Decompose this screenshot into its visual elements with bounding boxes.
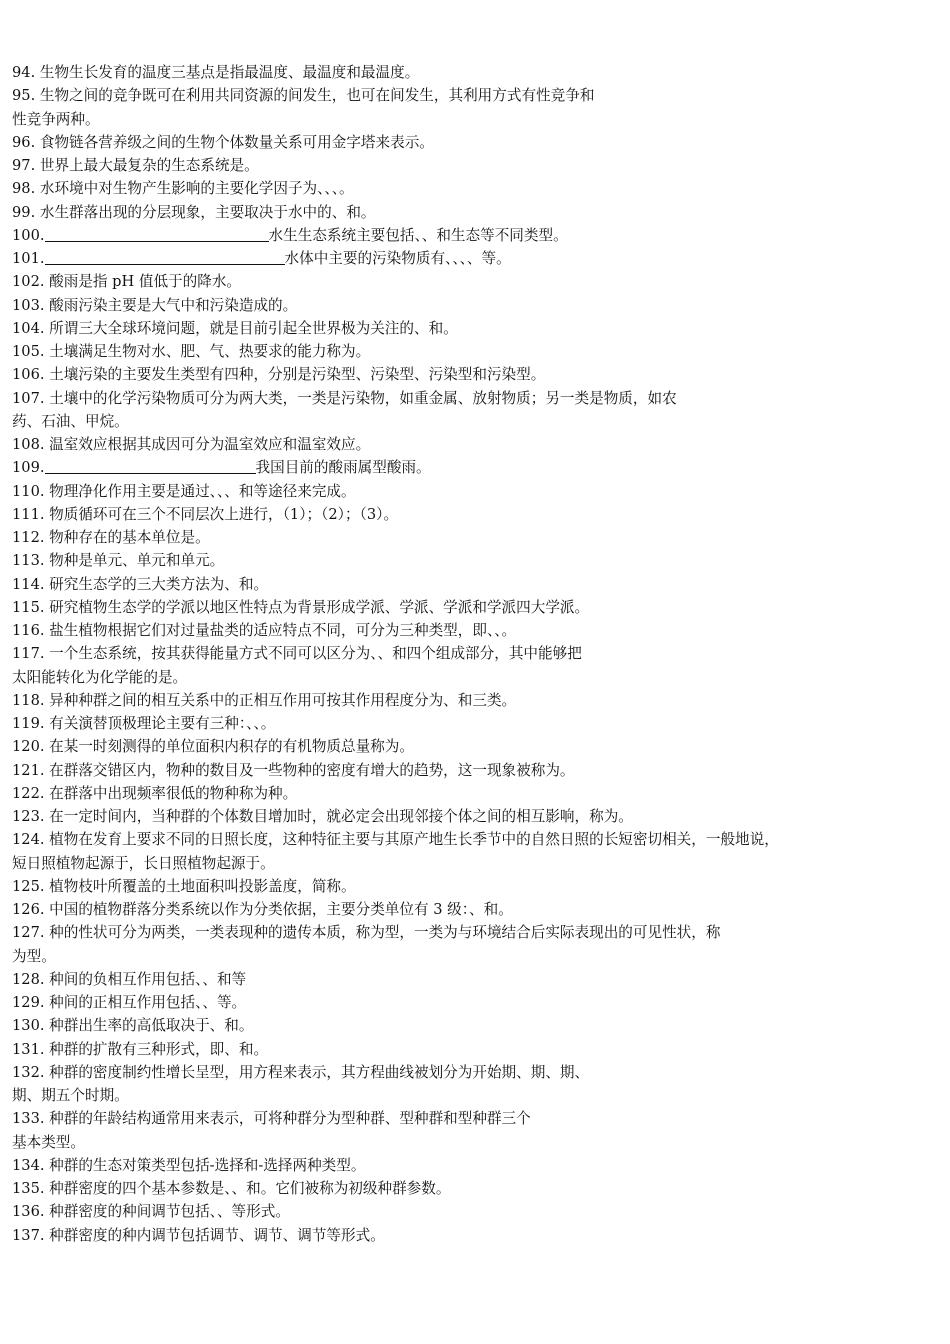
text-line: 123. 在一定时间内，当种群的个体数目增加时，就必定会出现邻接个体之间的相互影响，称为。 [12,808,633,825]
text-line: 121. 在群落交错区内，物种的数目及一些物种的密度有增大的趋势，这一现象被称为。 [12,761,575,779]
line-number: 100. [12,226,45,244]
text-line: 104. 所谓三大全球环境问题，就是目前引起全世界极为关注的、和。 [12,319,458,337]
text-line: 116. 盐生植物根据它们对过量盐类的适应特点不同，可分为三种类型，即、、。 [12,622,517,639]
text-line: 103. 酸雨污染主要是大气中和污染造成的。 [12,296,298,314]
text-line: 110. 物理净化作用主要是通过、、、和等途径来完成。 [12,482,356,500]
blank-underline [45,249,285,265]
line-text: 水体中主要的污染物质有、、、、等。 [284,250,511,267]
text-line: 112. 物种存在的基本单位是。 [12,529,210,546]
line-text: 我国目前的酸雨属型酸雨。 [255,459,431,477]
text-line: 为型。 [12,947,56,965]
text-line-101 [12,247,944,270]
text-line: 108. 温室效应根据其成因可分为温室效应和温室效应。 [12,436,371,453]
text-line: 106. 土壤污染的主要发生类型有四种，分别是污染型、污染型、污染型和污染型。 [12,366,546,384]
text-line: 短日照植物起源于，长日照植物起源于。 [12,854,275,872]
text-line: 药、石油、甲烷。 [12,412,129,430]
text-line: 126. 中国的植物群落分类系统以作为分类依据，主要分类单位有 3 级：、和。 [12,901,513,918]
text-line: 115. 研究植物生态学的学派以地区性特点为背景形成学派、学派、学派和学派四大学派。 [12,598,590,616]
text-line: 133. 种群的年龄结构通常用来表示，可将种群分为型种群、型种群和型种群三个 [12,1110,531,1128]
text-line: 122. 在群落中出现频率很低的物种称为种。 [12,784,298,802]
text-line: 114. 研究生态学的三大类方法为、和。 [12,575,269,593]
text-line: 125. 植物枝叶所覆盖的土地面积叫投影盖度，简称。 [12,877,356,895]
line-number: 109. [12,459,45,477]
text-line: 期、期五个时期。 [12,1087,129,1104]
text-line: 130. 种群出生率的高低取决于、和。 [12,1017,254,1035]
text-line: 113. 物种是单元、单元和单元。 [12,552,225,570]
text-line: 131. 种群的扩散有三种形式，即、和。 [12,1040,269,1058]
text-line: 120. 在某一时刻测得的单位面积内积存的有机物质总量称为。 [12,738,414,756]
text-line: 107. 土壤中的化学污染物质可分为两大类，一类是污染物，如重金属、放射物质；另一类是物质，如农 [12,389,677,407]
text-line: 99. 水生群落出现的分层现象，主要取决于水中的、和。 [12,203,376,221]
text-line: 134. 种群的生态对策类型包括-选择和-选择两种类型。 [12,1156,366,1174]
text-line: 96. 食物链各营养级之间的生物个体数量关系可用金字塔来表示。 [12,133,434,151]
text-line: 137. 种群密度的种内调节包括调节、调节、调节等形式。 [12,1226,385,1244]
line-number: 101. [12,250,45,267]
text-line: 基本类型。 [12,1133,85,1151]
text-line: 117. 一个生态系统，按其获得能量方式不同可以区分为、、和四个组成部分，其中能够把 [12,645,582,663]
text-line: 98. 水环境中对生物产生影响的主要化学因子为、、、。 [12,180,354,198]
text-line: 135. 种群密度的四个基本参数是、、和。它们被称为初级种群参数。 [12,1180,451,1197]
text-line: 128. 种间的负相互作用包括、、和等 [12,970,247,988]
text-line: 118. 异种种群之间的相互关系中的正相互作用可按其作用程度分为、和三类。 [12,691,517,709]
line-text: 水生生态系统主要包括、、和生态等不同类型。 [268,226,568,244]
text-line: 124. 植物在发育上要求不同的日照长度，这种特征主要与其原产地生长季节中的自然日照的长短密切相关，一般地说， [12,831,779,849]
text-line-109 [12,456,944,479]
blank-underline [45,226,269,242]
text-line: 97. 世界上最大最复杂的生态系统是。 [12,157,259,174]
text-line: 111. 物质循环可在三个不同层次上进行，（1）；（2）；（3）。 [12,505,399,523]
text-line: 102. 酸雨是指 pH 值低于的降水。 [12,273,242,291]
text-line: 132. 种群的密度制约性增长呈型，用方程来表示，其方程曲线被划分为开始期、期、期、 [12,1063,590,1081]
text-line: 136. 种群密度的种间调节包括、、等形式。 [12,1203,290,1221]
text-line: 94. 生物生长发育的温度三基点是指最温度、最温度和最温度。 [12,64,420,81]
text-line: 95. 生物之间的竞争既可在利用共同资源的间发生，也可在间发生，其利用方式有性竞争和 [12,87,595,105]
text-line: 性竞争两种。 [12,110,100,128]
text-line: 119. 有关演替顶极理论主要有三种：、、。 [12,715,276,732]
text-line: 太阳能转化为化学能的是。 [12,668,188,686]
blank-underline [45,458,256,474]
text-line: 127. 种的性状可分为两类，一类表现种的遗传本质，称为型，一类为与环境结合后实际表现出的可见性状，称 [12,924,721,942]
text-line-100 [12,224,944,247]
text-line: 105. 土壤满足生物对水、肥、气、热要求的能力称为。 [12,343,371,360]
text-line: 129. 种间的正相互作用包括、、等。 [12,994,247,1011]
